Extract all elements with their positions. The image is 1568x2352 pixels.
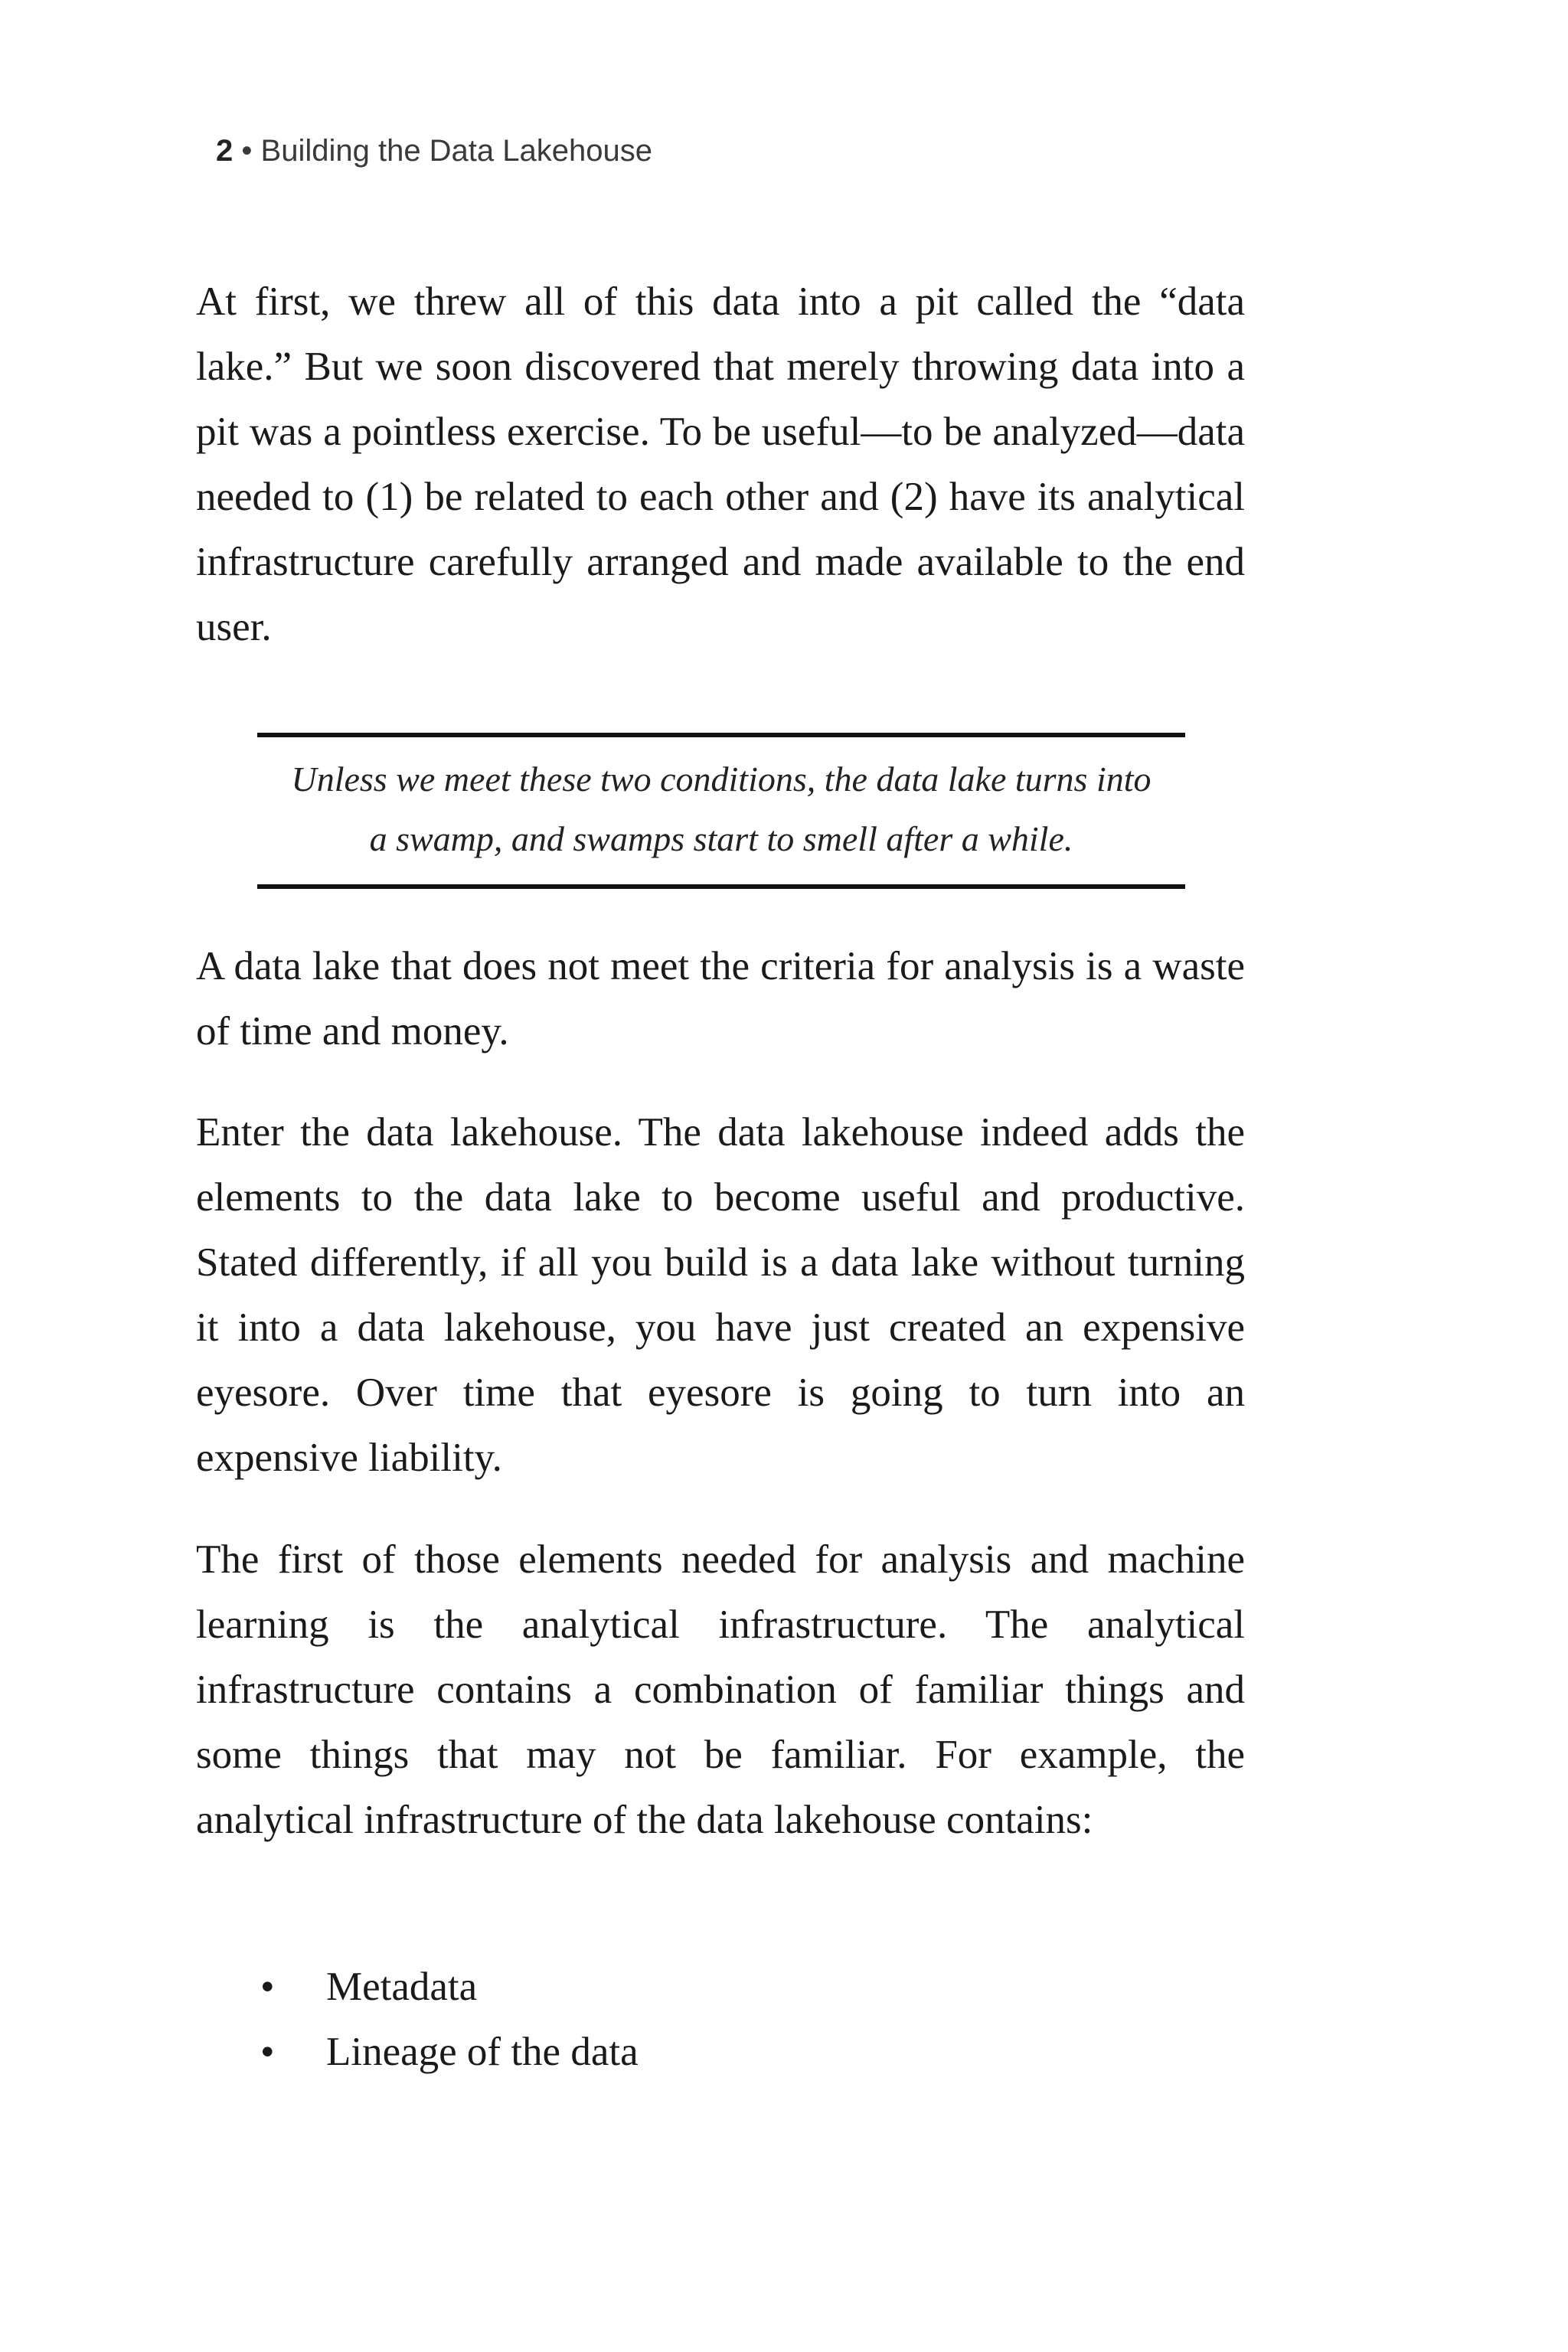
bullet-marker: •	[260, 2030, 275, 2074]
list-item	[196, 2020, 639, 2085]
bullet-list	[196, 1955, 639, 2085]
pull-quote	[257, 733, 1185, 889]
body-paragraph: Enter the data lakehouse. The data lakehouse indeed adds the elements to the data lake to become useful and productive. Stated differently, if all you build is a data lake without turning it into a data lakehouse, you have just created an expensive eyesore. Over time that eyesore is going to turn into an expensive liability.	[196, 1110, 1245, 1480]
book-title: Building the Data Lakehouse	[260, 134, 652, 168]
body-paragraph: The first of those elements needed for analysis and machine learning is the analytical infrastructure. The analytical infrastructure contains a combination of familiar things and some things that may not be familiar. For example, the analytical infrastructure of the data lakehouse contains:	[196, 1537, 1245, 1842]
page-number: 2	[216, 134, 234, 168]
body-paragraph: A data lake that does not meet the criteria for analysis is a waste of time and money.	[196, 944, 1245, 1054]
list-item	[196, 1955, 639, 2020]
header-separator: •	[241, 134, 253, 168]
running-header	[216, 132, 652, 170]
pull-quote-line: Unless we meet these two conditions, the data lake turns into	[291, 760, 1152, 799]
list-item-text: Metadata	[326, 1965, 478, 2009]
bullet-marker: •	[260, 1965, 275, 2009]
pull-quote-line: a swamp, and swamps start to smell after a while.	[369, 819, 1073, 858]
body-paragraph: At first, we threw all of this data into a pit called the “data lake.” But we soon discovered that merely throwing data into a pit was a pointless exercise. To be useful—to be analyzed—data needed to (1) be related to each other and (2) have its analytical infrastructure carefully arranged and made available to the end user.	[196, 279, 1245, 649]
list-item-text: Lineage of the data	[326, 2030, 639, 2074]
